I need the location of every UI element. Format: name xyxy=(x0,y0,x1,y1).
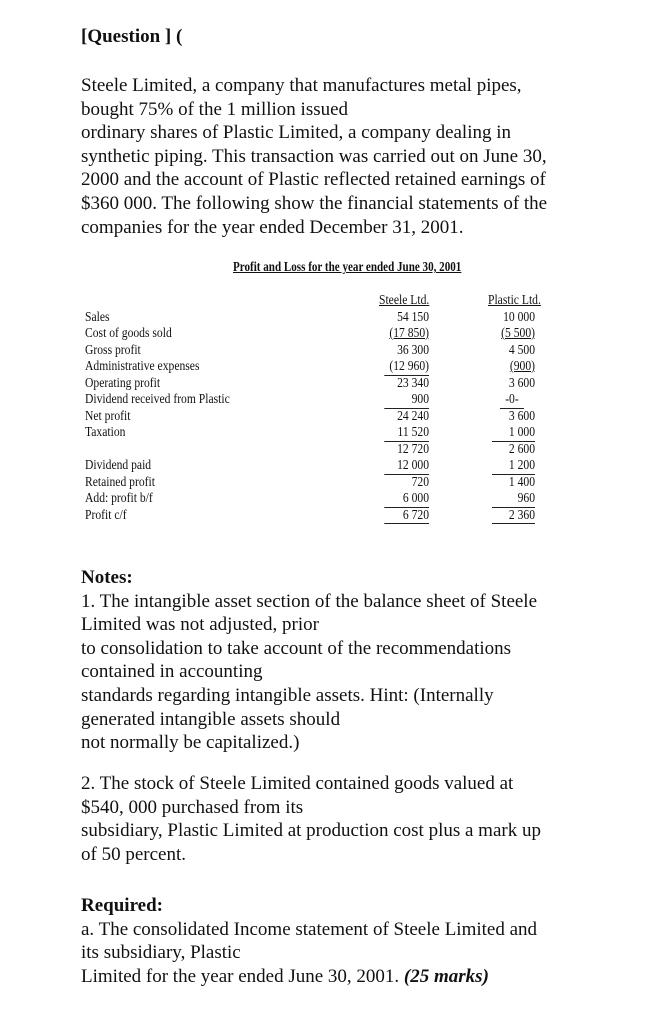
steele-value: 900 xyxy=(384,391,429,409)
steele-value: 12 000 xyxy=(384,457,429,475)
plastic-value: 3 600 xyxy=(508,407,535,423)
table-title: Profit and Loss for the year ended June 30, 2001 xyxy=(233,259,462,274)
notes-heading: Notes: xyxy=(81,567,133,588)
steele-value: 54 150 xyxy=(397,308,429,324)
note-line: of 50 percent. xyxy=(81,843,186,865)
row-label: Add: profit b/f xyxy=(85,490,153,505)
required-line: its subsidiary, Plastic xyxy=(81,942,241,964)
notes-section xyxy=(81,566,601,755)
row-label: Profit c/f xyxy=(85,506,127,522)
row-label: Net profit xyxy=(85,407,131,423)
required-section xyxy=(81,894,601,988)
intro-line: ordinary shares of Plastic Limited, a company dealing in xyxy=(81,122,512,144)
required-heading: Required: xyxy=(81,895,163,916)
table-row xyxy=(85,507,565,524)
steele-value: 6 720 xyxy=(384,507,429,525)
steele-value: (17 850) xyxy=(389,325,429,340)
column-header-plastic: Plastic Ltd. xyxy=(488,292,541,307)
table-row xyxy=(85,309,565,326)
row-label: Retained profit xyxy=(85,473,155,489)
note-line: to consolidation to take account of the recommendations xyxy=(81,637,512,659)
row-label: Operating profit xyxy=(85,374,161,390)
table-row xyxy=(85,408,565,425)
note-line: Limited was not adjusted, prior xyxy=(81,614,319,636)
note-line: 2. The stock of Steele Limited contained goods valued at xyxy=(81,773,514,794)
intro-line: Steele Limited, a company that manufactures metal pipes, xyxy=(81,75,522,96)
plastic-value: -0- xyxy=(500,391,524,409)
column-header-steele: Steele Ltd. xyxy=(379,292,430,307)
plastic-value: 1 200 xyxy=(492,457,535,475)
plastic-value: 10 000 xyxy=(503,308,535,324)
row-label: Dividend paid xyxy=(85,457,152,472)
profit-loss-table xyxy=(85,292,565,523)
row-label: Gross profit xyxy=(85,341,141,357)
required-text: Limited for the year ended June 30, 2001. xyxy=(81,965,400,987)
steele-value: 23 340 xyxy=(397,374,429,390)
note-line: 1. The intangible asset section of the balance sheet of Steele xyxy=(81,590,538,612)
steele-value: 24 240 xyxy=(397,407,429,423)
table-row xyxy=(85,358,565,375)
question-title: [Question ] ( xyxy=(81,26,183,47)
table-row xyxy=(85,490,565,507)
intro-line: $360 000. The following show the financial statements of the xyxy=(81,192,548,214)
plastic-value: (5 500) xyxy=(501,325,535,340)
plastic-value: (900) xyxy=(509,358,535,373)
table-row xyxy=(85,375,565,392)
steele-value: 6 000 xyxy=(384,490,429,508)
note-line: standards regarding intangible assets. Hint: (Internally xyxy=(81,684,494,706)
row-label: Administrative expenses xyxy=(85,358,200,373)
table-row xyxy=(85,342,565,359)
plastic-value: 4 500 xyxy=(508,341,535,357)
marks-label: (25 marks) xyxy=(403,965,489,987)
table-row xyxy=(85,474,565,491)
intro-line: 2000 and the account of Plastic reflected retained earnings of xyxy=(81,169,546,191)
plastic-value: 3 600 xyxy=(508,374,535,390)
row-label: Cost of goods sold xyxy=(85,325,172,340)
table-row xyxy=(85,457,565,474)
steele-value: 36 300 xyxy=(397,341,429,357)
steele-value: 11 520 xyxy=(384,424,429,442)
table-row xyxy=(85,441,565,458)
plastic-value: 1 400 xyxy=(508,473,535,489)
row-label: Taxation xyxy=(85,424,126,439)
note-line: contained in accounting xyxy=(81,661,263,683)
required-line xyxy=(81,965,601,989)
intro-paragraph xyxy=(81,74,601,239)
intro-line: bought 75% of the 1 million issued xyxy=(81,98,349,120)
plastic-value: 2 600 xyxy=(508,440,535,456)
required-line: a. The consolidated Income statement of Steele Limited and xyxy=(81,918,538,940)
plastic-value: 960 xyxy=(492,490,535,508)
table-row xyxy=(85,325,565,342)
plastic-value: 2 360 xyxy=(492,507,535,525)
note-2 xyxy=(81,772,601,866)
table-header-row xyxy=(85,292,565,309)
note-line: not normally be capitalized.) xyxy=(81,732,300,754)
note-line: subsidiary, Plastic Limited at production cost plus a mark up xyxy=(81,820,541,842)
row-label: Sales xyxy=(85,308,110,324)
plastic-value: 1 000 xyxy=(492,424,535,442)
steele-value: 12 720 xyxy=(397,440,429,456)
intro-line: synthetic piping. This transaction was carried out on June 30, xyxy=(81,145,547,167)
note-line: generated intangible assets should xyxy=(81,708,341,730)
note-line: $540, 000 purchased from its xyxy=(81,796,304,818)
intro-line: companies for the year ended December 31, 2001. xyxy=(81,216,464,238)
steele-value: (12 960) xyxy=(384,358,429,376)
table-row xyxy=(85,424,565,441)
row-label: Dividend received from Plastic xyxy=(85,391,230,406)
table-row xyxy=(85,391,565,408)
steele-value: 720 xyxy=(411,473,429,489)
